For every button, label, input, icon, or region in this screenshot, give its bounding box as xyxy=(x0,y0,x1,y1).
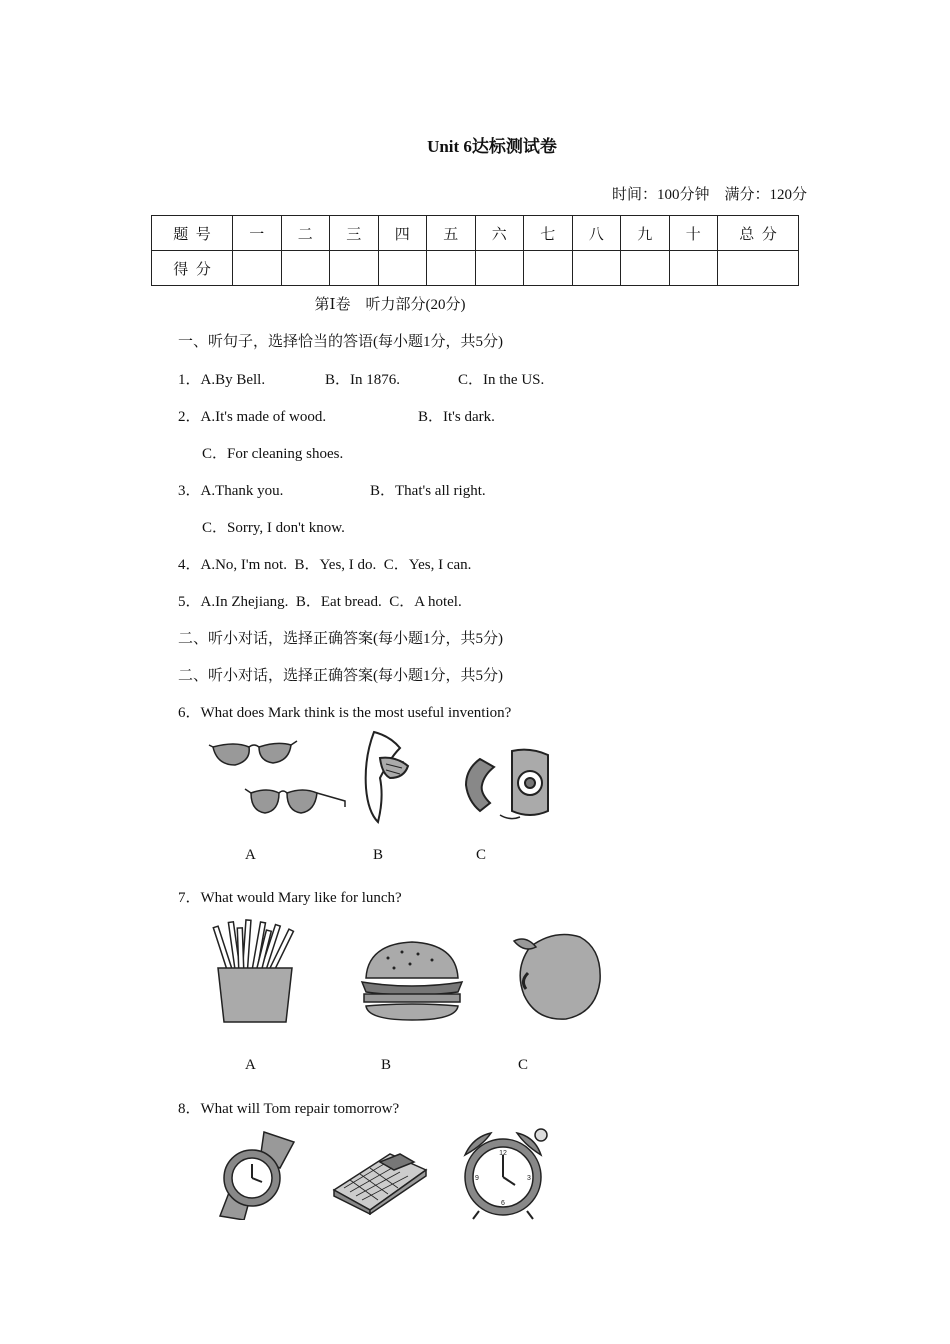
score-cell: 二 xyxy=(281,216,330,251)
option-a: A.By Bell. xyxy=(200,372,266,388)
fries-icon xyxy=(208,918,303,1024)
question-4: 4．A.No, I'm not. B．Yes, I do. C．Yes, I can. xyxy=(178,557,472,573)
option-b: B．That's all right. xyxy=(370,483,486,499)
option-c: C．Sorry, I don't know. xyxy=(202,520,345,536)
calculator-icon xyxy=(330,1150,428,1215)
score-cell: 一 xyxy=(233,216,282,251)
score-blank[interactable] xyxy=(281,251,330,286)
section-2-heading: 二、听小对话，选择正确答案(每小题1分，共5分) xyxy=(178,631,503,647)
score-blank[interactable] xyxy=(718,251,799,286)
question-number: 2． xyxy=(178,409,201,425)
option-a: A.It's made of wood. xyxy=(200,409,327,425)
option-label-c: C xyxy=(476,847,487,863)
score-row-label: 得 分 xyxy=(152,251,233,286)
burger-icon xyxy=(358,938,466,1024)
svg-text:6: 6 xyxy=(501,1200,505,1207)
score-blank[interactable] xyxy=(233,251,282,286)
question-number: 3． xyxy=(178,483,201,499)
score-blank[interactable] xyxy=(621,251,670,286)
option-label-b: B xyxy=(381,1057,392,1073)
section-2-heading-repeat: 二、听小对话，选择正确答案(每小题1分，共5分) xyxy=(178,668,503,684)
score-cell: 六 xyxy=(475,216,524,251)
score-cell: 四 xyxy=(378,216,427,251)
score-table-header-row xyxy=(152,216,799,251)
score-cell: 七 xyxy=(524,216,573,251)
score-blank[interactable] xyxy=(427,251,476,286)
svg-text:3: 3 xyxy=(527,1175,531,1182)
score-blank[interactable] xyxy=(572,251,621,286)
apple-icon xyxy=(500,925,605,1023)
svg-text:12: 12 xyxy=(499,1150,507,1157)
option-label-a: A xyxy=(245,1057,256,1073)
question-2 xyxy=(178,405,326,426)
section-1-heading: 一、听句子，选择恰当的答语(每小题1分，共5分) xyxy=(178,334,503,350)
score-cell: 八 xyxy=(572,216,621,251)
score-cell: 总 分 xyxy=(718,216,799,251)
question-8: 8．What will Tom repair tomorrow? xyxy=(178,1101,400,1117)
option-label-c: C xyxy=(518,1057,529,1073)
score-blank[interactable] xyxy=(475,251,524,286)
score-blank[interactable] xyxy=(669,251,718,286)
option-a: A.Thank you. xyxy=(200,483,284,499)
score-table-score-row xyxy=(152,251,799,286)
page-title: Unit 6达标测试卷 xyxy=(427,137,557,156)
question-6: 6．What does Mark think is the most useful invention? xyxy=(178,705,512,721)
score-cell: 题 号 xyxy=(152,216,233,251)
fan-icon xyxy=(360,728,420,826)
score-cell: 十 xyxy=(669,216,718,251)
score-blank[interactable] xyxy=(524,251,573,286)
part-title: 第Ⅰ卷 听力部分(20分) xyxy=(314,297,466,313)
sunglasses-icon xyxy=(205,735,350,825)
question-number: 1． xyxy=(178,372,201,388)
score-table xyxy=(151,215,799,286)
option-label-b: B xyxy=(373,847,384,863)
svg-text:9: 9 xyxy=(475,1175,479,1182)
watch-icon xyxy=(210,1128,305,1220)
option-c: C．For cleaning shoes. xyxy=(202,446,344,462)
score-blank[interactable] xyxy=(378,251,427,286)
score-cell: 五 xyxy=(427,216,476,251)
telephone-icon xyxy=(460,745,555,825)
option-b: B．It's dark. xyxy=(418,409,495,425)
question-3 xyxy=(178,479,283,500)
question-1 xyxy=(178,368,265,389)
score-cell: 三 xyxy=(330,216,379,251)
question-7: 7．What would Mary like for lunch? xyxy=(178,890,402,906)
option-label-a: A xyxy=(245,847,256,863)
option-c: C．In the US. xyxy=(458,372,545,388)
question-5: 5．A.In Zhejiang. B．Eat bread. C．A hotel. xyxy=(178,594,462,610)
score-cell: 九 xyxy=(621,216,670,251)
alarm-clock-icon xyxy=(455,1125,553,1223)
time-info: 时间：100分钟 满分：120分 xyxy=(611,187,807,203)
score-blank[interactable] xyxy=(330,251,379,286)
option-b: B．In 1876. xyxy=(325,372,401,388)
